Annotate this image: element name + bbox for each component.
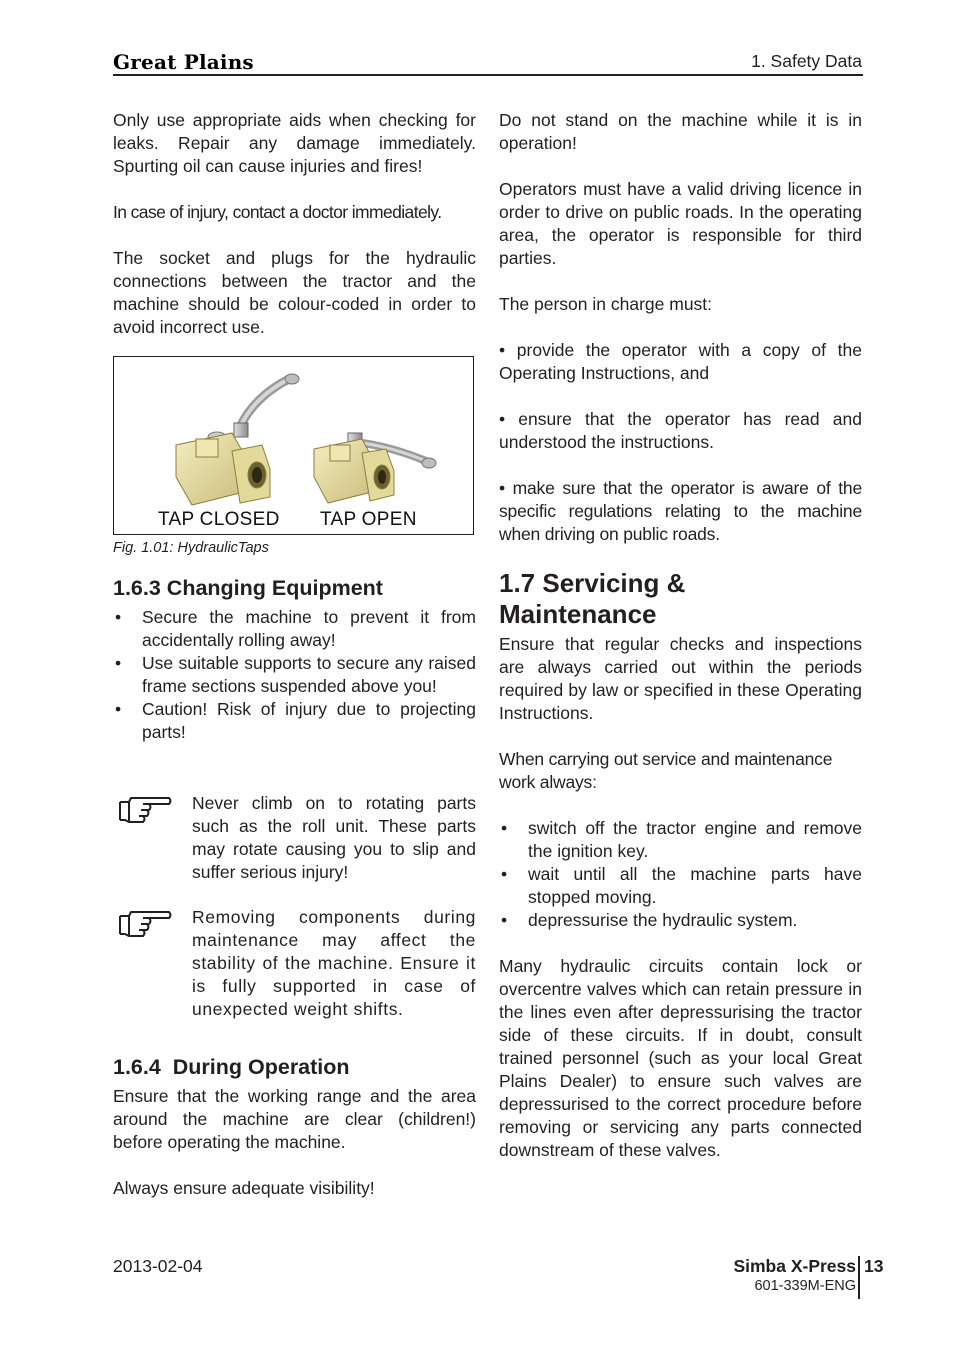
tap-closed-label: TAP CLOSED: [158, 509, 280, 530]
pointing-hand-icon: [117, 908, 173, 938]
paragraph-service-work: When carrying out service and maintenance work always:: [499, 749, 833, 792]
tap-open-graphic: [314, 433, 436, 503]
list-item: • Use suitable supports to secure any raised frame sections suspended above you!: [113, 652, 476, 698]
footer-document-code: 601-339M-ENG: [754, 1278, 856, 1294]
footer-product-name: Simba X-Press: [733, 1256, 856, 1276]
note-removing-components-text: Removing components during maintenance may affect the stability of the machine. Ensure it is fully supported in case of unexpected weight shifts.: [192, 907, 476, 1019]
paragraph-regular-checks: Ensure that regular checks and inspections are always carried out within the periods required by law or specified in these Operating Instructions.: [499, 634, 862, 723]
note-rotating-parts: [113, 792, 476, 884]
figure-hydraulic-taps: [113, 356, 474, 535]
footer-divider: [858, 1256, 860, 1299]
heading-changing-equipment: 1.6.3 Changing Equipment: [113, 576, 383, 600]
paragraph-person-in-charge: The person in charge must:: [499, 294, 713, 314]
note-rotating-parts-text: Never climb on to rotating parts such as the roll unit. These parts may rotate causing you to slip and suffer serious injury!: [192, 793, 476, 882]
paragraph-leak-check: Only use appropriate aids when checking for leaks. Repair any damage immediately. Spurting oil can cause injuries and fires!: [113, 110, 476, 176]
heading-line-2: Maintenance: [499, 599, 657, 629]
left-column-intro: [113, 109, 476, 339]
heading-servicing-maintenance: [499, 568, 685, 630]
paragraph-regulations: • make sure that the operator is aware of the specific regulations relating to the machine when driving on public roads.: [499, 478, 862, 544]
brand-logo-text: Great Plains: [113, 50, 254, 74]
paragraph-driving-licence: Operators must have a valid driving licence in order to drive on public roads. In the operating area, the operator is responsible for third parties.: [499, 179, 862, 268]
note-removing-components: [113, 906, 476, 1021]
heading-line-1: 1.7 Servicing &: [499, 568, 686, 598]
servicing-list: [499, 817, 862, 932]
tap-closed-graphic: [176, 374, 299, 505]
paragraph-ensure-read: • ensure that the operator has read and understood the instructions.: [499, 409, 862, 452]
right-column-intro: [499, 109, 862, 546]
list-item: • Caution! Risk of injury due to projecting parts!: [113, 698, 476, 744]
paragraph-working-range: Ensure that the working range and the area around the machine are clear (children!) before operating the machine.: [113, 1086, 476, 1152]
paragraph-provide-instructions: • provide the operator with a copy of the Operating Instructions, and: [499, 340, 862, 383]
paragraph-injury: In case of injury, contact a doctor immediately.: [113, 202, 442, 222]
list-item: • switch off the tractor engine and remove the ignition key.: [499, 817, 862, 863]
changing-equipment-list: [113, 606, 476, 744]
paragraph-visibility: Always ensure adequate visibility!: [113, 1178, 375, 1198]
paragraph-hydraulic-circuits: Many hydraulic circuits contain lock or overcentre valves which can retain pressure in the lines even after depressurising the tractor side of these circuits. If in doubt, consult trained personnel (such as your local Great Plains Dealer) to ensure such valves are depressurised to the correct procedure before removing or servicing any parts connected downstream of these valves.: [499, 956, 862, 1160]
header-rule: [113, 74, 863, 76]
section-title: 1. Safety Data: [751, 51, 862, 71]
paragraph-do-not-stand: Do not stand on the machine while it is in operation!: [499, 110, 862, 153]
page-number: 13: [864, 1256, 884, 1276]
changing-equipment-list-wrap: [113, 606, 476, 744]
figure-caption: Fig. 1.01: HydraulicTaps: [113, 540, 269, 556]
hydraulic-taps-illustration: [114, 357, 472, 533]
servicing-text: [499, 633, 862, 1162]
list-item: • wait until all the machine parts have stopped moving.: [499, 863, 862, 909]
list-item: • Secure the machine to prevent it from accidentally rolling away!: [113, 606, 476, 652]
pointing-hand-icon: [117, 794, 173, 824]
during-operation-text: [113, 1085, 476, 1200]
heading-during-operation: 1.6.4 During Operation: [113, 1055, 350, 1079]
paragraph-hydraulic-connections: The socket and plugs for the hydraulic connections between the tractor and the machine should be colour-coded in order to avoid incorrect use.: [113, 248, 476, 337]
tap-open-label: TAP OPEN: [320, 509, 417, 530]
footer-date: 2013-02-04: [113, 1256, 203, 1276]
list-item: • depressurise the hydraulic system.: [499, 909, 862, 932]
